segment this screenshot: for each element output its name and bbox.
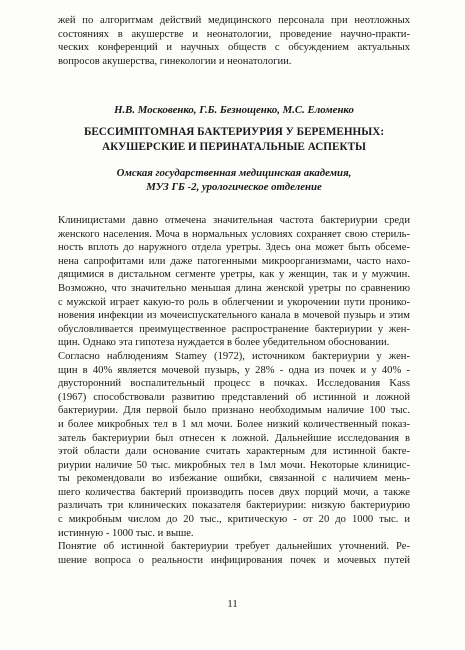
- text-line: с микробным числом до 20 тыс., критическую - от 20 до 1000 тыс. и: [58, 514, 410, 526]
- text-line: ность вплоть до наружного отдела уретры. Здесь она может быть обсеме-: [58, 242, 410, 254]
- text-line: истинную - 1000 тыс. и выше.: [58, 527, 194, 539]
- text-line: Клиницистами давно отмечена значительная частота бактериурии среди: [58, 215, 410, 226]
- article-title: [58, 125, 410, 154]
- text-line: жей по алгоритмам действий медицинского персонала при неотложных: [58, 15, 410, 26]
- article-affiliation: [58, 166, 410, 194]
- text-line: двусторонний воспалительный процесс в почках. Исследования Kass: [58, 378, 410, 390]
- intro-paragraph: [58, 14, 410, 68]
- text-line: вопросов акушерства, гинекологии и неонатологии.: [58, 55, 292, 67]
- text-line: нена сапрофитами или даже патогенными микроорганизмами, часто нахо-: [58, 255, 410, 267]
- text-line: бактериурии. Для первой было признано необходимым наличие 100 тыс.: [58, 405, 410, 417]
- title-line: АКУШЕРСКИЕ И ПЕРИНАТАЛЬНЫЕ АСПЕКТЫ: [101, 140, 367, 153]
- text-line: риурии наличие 50 тыс. микробных тел в 1мл мочи. Некоторые клиницис-: [58, 459, 410, 471]
- text-line: этой области дали основание считать характерным для истинной бакте-: [58, 446, 410, 458]
- text-line: щин. Однако эта гипотеза нуждается в более убедительном обосновании.: [58, 337, 390, 349]
- affiliation-line: МУЗ ГБ -2, урологическое отделение: [146, 181, 322, 193]
- text-line: с мужской играет какую-то роль в облегчении и укорочении пути пронико-: [58, 296, 410, 308]
- text-line: и более микробных тел в 1 мл мочи. Более низкий количественный показ-: [58, 418, 410, 430]
- text-line: затель бактериурии был отнесен к ложной. Дальнейшие исследования в: [58, 432, 410, 444]
- text-line: Согласно наблюдениям Stamey (1972), источником бактериурии у жен-: [58, 350, 410, 362]
- text-line: щин в 40% является мочевой пузырь, у 28% - одна из почек и у 40% -: [58, 364, 410, 376]
- text-line: состояниях в акушерстве и неонатологии, проведение научно-практи-: [58, 28, 410, 40]
- text-line: Возможно, что значительно меньшая длина женской уретры по сравнению: [58, 282, 410, 294]
- affiliation-line: Омская государственная медицинская академия,: [116, 167, 352, 179]
- text-line: (1967) способствовали развитию представлений об истинной и ложной: [58, 391, 410, 403]
- text-line: шение вопроса о реальности инфицирования почек и мочевых путей: [58, 554, 410, 566]
- text-line: женского населения. Моча в нормальных условиях сохраняет свою стериль-: [58, 228, 410, 240]
- text-line: обусловливается преимущественное распространение бактериурии у жен-: [58, 323, 410, 335]
- text-line: шего количества бактерий производить посев двух порций мочи, а также: [58, 486, 410, 498]
- text-line: ческих конференций и научных обществ с обсуждением актуальных: [58, 42, 410, 54]
- article-authors: Н.В. Московенко, Г.Б. Безнощенко, М.С. Еломенко: [114, 104, 354, 116]
- page-number: 11: [227, 598, 238, 610]
- text-line: различать три клинических показателя бактериурии: низкую бактериурию: [58, 500, 410, 512]
- text-line: Понятие об истинной бактериурии требует дальнейших уточнений. Ре-: [58, 541, 410, 553]
- text-line: дящимися в дистальном сегменте уретры, как у женщин, так и у мужчин.: [58, 269, 410, 281]
- title-line: БЕССИМПТОМНАЯ БАКТЕРИУРИЯ У БЕРЕМЕННЫХ:: [83, 126, 385, 138]
- text-line: ты рекомендовали во избежание ошибки, связанной с наличием мень-: [58, 473, 410, 485]
- article-body: [58, 214, 410, 567]
- text-line: новения инфекции из мочеиспускательного канала в мочевой пузырь и этим: [58, 310, 410, 322]
